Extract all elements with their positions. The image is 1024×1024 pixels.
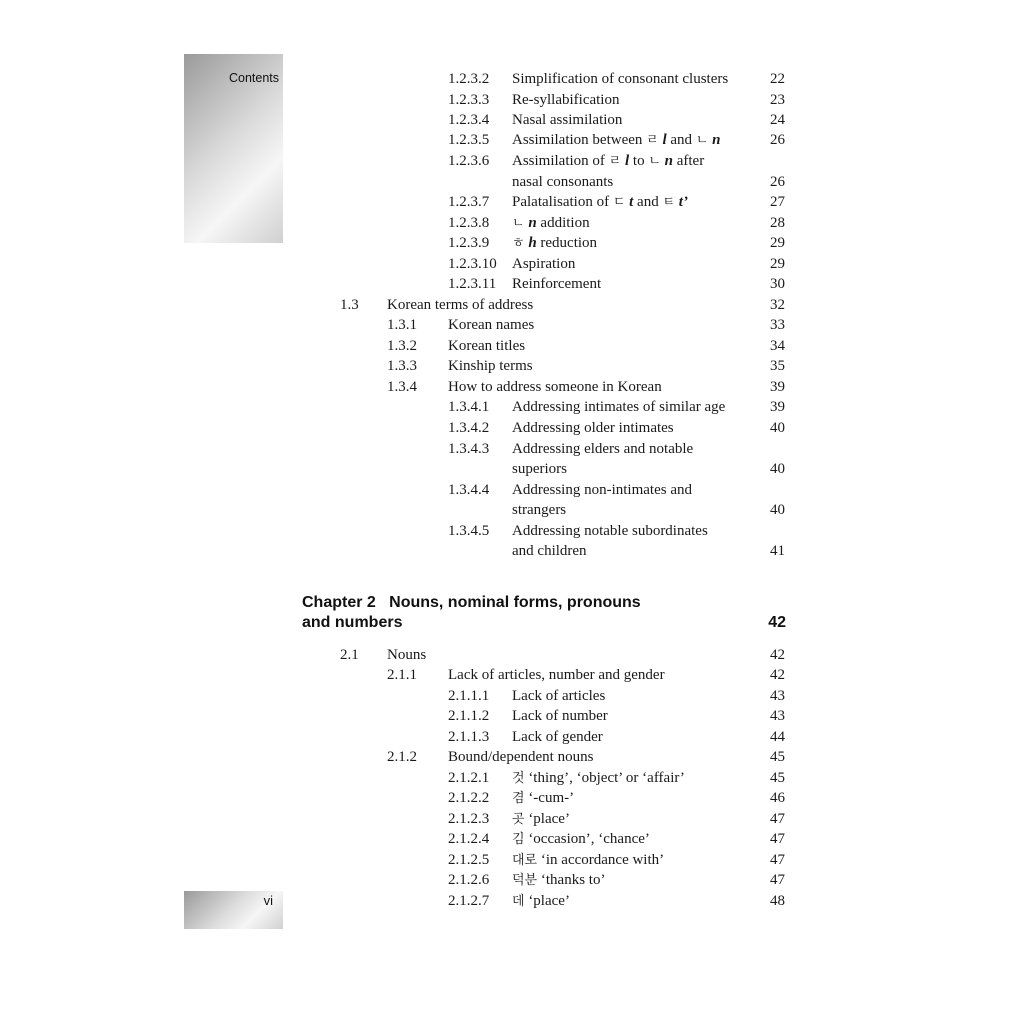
korean-word: 김 (512, 832, 525, 847)
entry-title: Lack of number (512, 708, 608, 724)
hangul-letter: ㄴ (695, 133, 709, 148)
entry-title: Addressing non-intimates and (512, 482, 692, 498)
toc-entry[interactable] (0, 645, 1024, 665)
chapter-title-line2: and numbers (302, 614, 403, 631)
toc-entry[interactable] (0, 521, 1024, 541)
entry-page: 40 (770, 502, 785, 518)
entry-title: Simplification of consonant clusters (512, 71, 729, 87)
entry-number: 2.1.2.2 (448, 790, 490, 806)
entry-title: Kinship terms (448, 358, 533, 374)
entry-number: 1.2.3.6 (448, 153, 490, 169)
entry-number: 1.3.4.1 (448, 399, 490, 415)
toc-entry-continuation[interactable] (0, 500, 1024, 520)
entry-page: 47 (770, 831, 785, 847)
hangul-letter: ㅎ (512, 236, 525, 251)
toc-entry[interactable] (0, 850, 1024, 870)
entry-page: 47 (770, 872, 785, 888)
entry-page: 46 (770, 790, 785, 806)
toc-entry-continuation[interactable] (0, 541, 1024, 561)
entry-number: 2.1.2.5 (448, 852, 490, 868)
entry-number: 2.1.1.1 (448, 688, 490, 704)
entry-title: Lack of articles (512, 688, 606, 704)
toc-entry[interactable] (0, 151, 1024, 171)
toc-entry[interactable] (0, 829, 1024, 849)
toc-entry[interactable] (0, 356, 1024, 376)
entry-page: 45 (770, 770, 785, 786)
romanization: t (629, 194, 634, 210)
entry-page: 29 (770, 256, 785, 272)
entry-title-continued: strangers (512, 502, 567, 518)
toc-entry[interactable] (0, 336, 1024, 356)
entry-page: 43 (770, 708, 785, 724)
romanization: h (528, 235, 537, 251)
entry-title: Palatalisation of ㄷ t and ㅌ t’ (512, 194, 688, 210)
korean-word: 덕분 (512, 873, 538, 888)
entry-number: 1.3.2 (387, 338, 417, 354)
entry-page: 39 (770, 379, 785, 395)
toc-entry[interactable] (0, 727, 1024, 747)
entry-page: 22 (770, 71, 785, 87)
entry-page: 35 (770, 358, 785, 374)
entry-title: Lack of gender (512, 729, 603, 745)
chapter-page: 42 (768, 614, 786, 631)
entry-page: 26 (770, 132, 785, 148)
entry-page: 40 (770, 420, 785, 436)
entry-number: 1.3 (340, 297, 359, 313)
entry-title: Nasal assimilation (512, 112, 623, 128)
entry-number: 1.3.4.2 (448, 420, 490, 436)
entry-number: 1.2.3.9 (448, 235, 490, 251)
entry-title: Bound/dependent nouns (448, 749, 594, 765)
entry-title: Addressing elders and notable (512, 441, 694, 457)
entry-page: 28 (770, 215, 785, 231)
chapter-title-line1: Chapter 2 Nouns, nominal forms, pronouns (302, 594, 641, 611)
entry-title: How to address someone in Korean (448, 379, 662, 395)
entry-title: 대로 ‘in accordance with’ (512, 852, 665, 868)
entry-page: 39 (770, 399, 785, 415)
entry-page: 47 (770, 852, 785, 868)
entry-title: Aspiration (512, 256, 576, 272)
entry-title-continued: superiors (512, 461, 567, 477)
romanization: l (624, 153, 630, 169)
toc-entry[interactable] (0, 480, 1024, 500)
korean-word: 대로 (512, 853, 538, 868)
entry-number: 1.2.3.8 (448, 215, 490, 231)
entry-title: Assimilation of ㄹ l to ㄴ n after (512, 153, 705, 169)
entry-title: Assimilation between ㄹ l and ㄴ n (512, 132, 721, 148)
hangul-letter: ㄴ (648, 154, 661, 169)
romanization: n (664, 153, 673, 169)
entry-page: 43 (770, 688, 785, 704)
entry-title: 데 ‘place’ (512, 893, 570, 909)
toc-entry[interactable] (0, 809, 1024, 829)
entry-number: 2.1.2.1 (448, 770, 490, 786)
entry-title: 김 ‘occasion’, ‘chance’ (512, 831, 650, 847)
entry-title: Korean names (448, 317, 535, 333)
entry-number: 1.2.3.4 (448, 112, 490, 128)
entry-page: 42 (770, 647, 785, 663)
hangul-letter: ㄹ (608, 154, 622, 169)
entry-number: 1.2.3.11 (448, 276, 497, 292)
entry-title: 덕분 ‘thanks to’ (512, 872, 606, 888)
toc-entry[interactable] (0, 768, 1024, 788)
hangul-letter: ㄹ (646, 133, 659, 148)
toc-entry[interactable] (0, 377, 1024, 397)
entry-title: Addressing older intimates (512, 420, 674, 436)
entry-page: 40 (770, 461, 785, 477)
toc-entry[interactable] (0, 254, 1024, 274)
toc-entry[interactable] (0, 706, 1024, 726)
running-head: Contents (228, 71, 279, 85)
toc-entry[interactable] (0, 891, 1024, 911)
entry-number: 2.1.2.3 (448, 811, 490, 827)
korean-word: 데 (512, 894, 525, 909)
entry-title: Addressing notable subordinates (512, 523, 708, 539)
toc-entry[interactable] (0, 788, 1024, 808)
entry-number: 2.1.2 (387, 749, 417, 765)
entry-page: 23 (770, 92, 785, 108)
entry-number: 2.1 (340, 647, 359, 663)
toc-entry-continuation[interactable] (0, 172, 1024, 192)
entry-page: 47 (770, 811, 785, 827)
toc-entry[interactable] (0, 747, 1024, 767)
entry-title: Korean titles (448, 338, 526, 354)
toc-entry[interactable] (0, 213, 1024, 233)
entry-number: 1.2.3.2 (448, 71, 490, 87)
entry-page: 26 (770, 174, 785, 190)
entry-title-continued: and children (512, 543, 587, 559)
toc-entry[interactable] (0, 686, 1024, 706)
entry-page: 45 (770, 749, 785, 765)
chapter-heading[interactable] (302, 593, 786, 633)
toc-entry[interactable] (0, 665, 1024, 685)
romanization: l (662, 132, 667, 148)
entry-number: 1.2.3.5 (448, 132, 490, 148)
entry-title: ㄴ n addition (512, 215, 590, 231)
entry-page: 32 (770, 297, 785, 313)
entry-number: 1.2.3.7 (448, 194, 490, 210)
entry-number: 1.3.4.4 (448, 482, 490, 498)
entry-number: 1.2.3.3 (448, 92, 490, 108)
korean-word: 것 (512, 771, 525, 786)
entry-title: Nouns (387, 647, 427, 663)
entry-number: 1.3.4 (387, 379, 417, 395)
entry-title: Lack of articles, number and gender (448, 667, 665, 683)
entry-page: 24 (770, 112, 785, 128)
entry-number: 2.1.2.4 (448, 831, 490, 847)
entry-page: 27 (770, 194, 785, 210)
page-number: vi (263, 893, 273, 908)
entry-number: 2.1.1 (387, 667, 417, 683)
entry-title: 곳 ‘place’ (512, 811, 570, 827)
entry-number: 1.3.3 (387, 358, 417, 374)
entry-page: 42 (770, 667, 785, 683)
entry-page: 44 (770, 729, 785, 745)
entry-title: Reinforcement (512, 276, 602, 292)
toc-entry[interactable] (0, 439, 1024, 459)
entry-number: 2.1.1.2 (448, 708, 490, 724)
toc-entry[interactable] (0, 315, 1024, 335)
romanization: n (712, 132, 721, 148)
toc-entry[interactable] (0, 233, 1024, 253)
romanization: t’ (678, 194, 688, 210)
toc-entry[interactable] (0, 69, 1024, 89)
korean-word: 곳 (512, 812, 525, 827)
toc-entry[interactable] (0, 110, 1024, 130)
entry-page: 30 (770, 276, 785, 292)
entry-page: 33 (770, 317, 785, 333)
hangul-letter: ㄴ (512, 216, 525, 231)
toc-entry-continuation[interactable] (0, 459, 1024, 479)
hangul-letter: ㄷ (612, 195, 626, 210)
romanization: n (528, 215, 537, 231)
entry-page: 41 (770, 543, 785, 559)
entry-page: 34 (770, 338, 785, 354)
entry-number: 2.1.1.3 (448, 729, 490, 745)
entry-title: 겸 ‘-cum-’ (512, 790, 575, 806)
hangul-letter: ㅌ (662, 195, 676, 210)
entry-page: 48 (770, 893, 785, 909)
toc-entry[interactable] (0, 870, 1024, 890)
korean-word: 겸 (512, 791, 525, 806)
entry-number: 1.2.3.10 (448, 256, 497, 272)
entry-number: 2.1.2.6 (448, 872, 490, 888)
entry-title: Korean terms of address (387, 297, 534, 313)
toc-entry[interactable] (0, 90, 1024, 110)
entry-title: 것 ‘thing’, ‘object’ or ‘affair’ (512, 770, 685, 786)
toc-entry[interactable] (0, 418, 1024, 438)
entry-title: Re-syllabification (512, 92, 620, 108)
toc-entry[interactable] (0, 130, 1024, 150)
toc-entry[interactable] (0, 397, 1024, 417)
toc-entry[interactable] (0, 274, 1024, 294)
toc-entry[interactable] (0, 192, 1024, 212)
entry-title: ㅎ h reduction (512, 235, 598, 251)
toc-entry[interactable] (0, 295, 1024, 315)
entry-number: 1.3.4.5 (448, 523, 490, 539)
entry-title-continued: nasal consonants (512, 174, 614, 190)
entry-number: 1.3.1 (387, 317, 417, 333)
entry-page: 29 (770, 235, 785, 251)
entry-number: 2.1.2.7 (448, 893, 490, 909)
entry-number: 1.3.4.3 (448, 441, 490, 457)
entry-title: Addressing intimates of similar age (512, 399, 726, 415)
